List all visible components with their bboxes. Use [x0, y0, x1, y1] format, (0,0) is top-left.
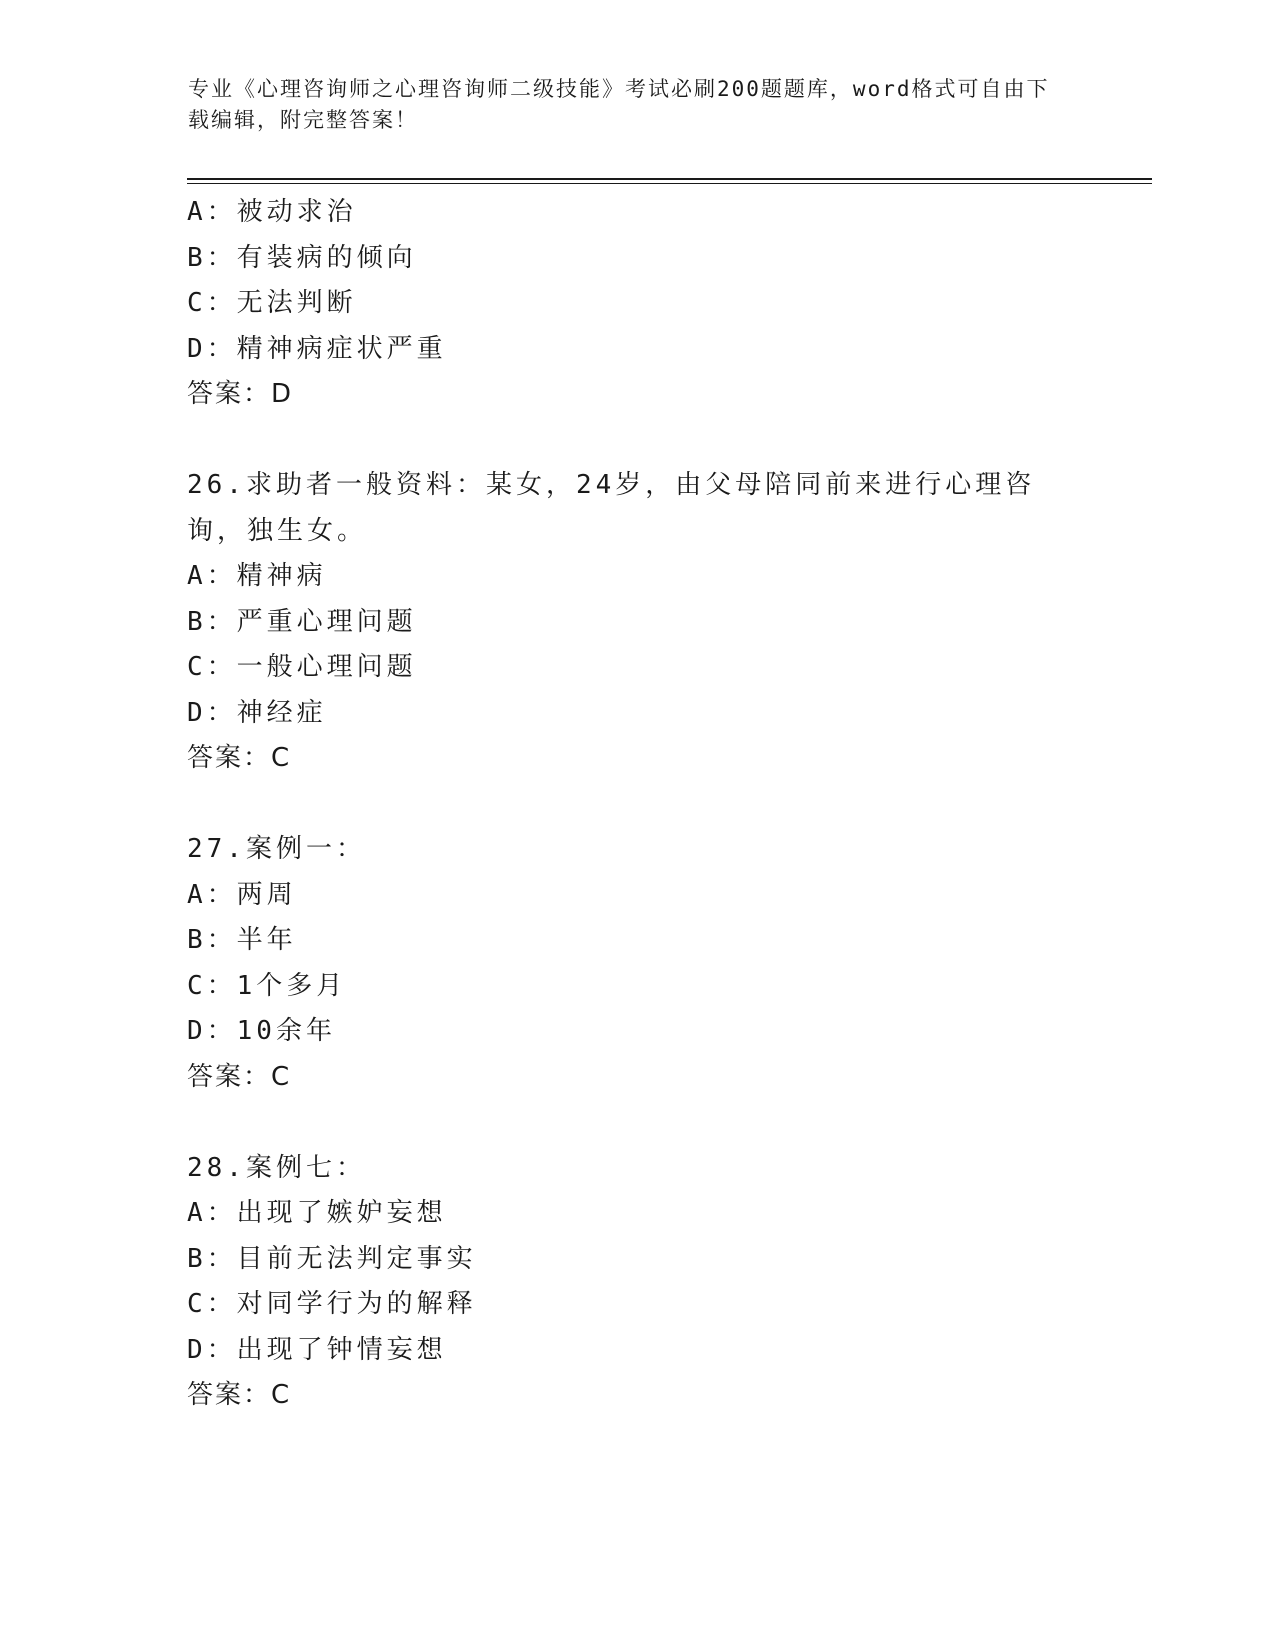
option-d: D：神经症 [187, 697, 327, 728]
answer-line: 答案：C [187, 1061, 292, 1092]
question-block [187, 463, 1087, 782]
question-stem: 28.案例七： [187, 1152, 366, 1183]
option-c: C：对同学行为的解释 [187, 1289, 477, 1319]
question-block [187, 190, 1087, 418]
option-a: A：两周 [187, 879, 297, 910]
header-divider-thick [187, 178, 1152, 180]
header-divider-thin [187, 183, 1152, 184]
option-c: C：一般心理问题 [187, 652, 417, 682]
question-block [187, 1146, 1087, 1419]
option-a: A：出现了嫉妒妄想 [187, 1198, 447, 1228]
option-b: B：有装病的倾向 [187, 242, 417, 273]
option-b: B：目前无法判定事实 [187, 1243, 477, 1274]
option-a: A：精神病 [187, 561, 327, 591]
question-list [187, 190, 1087, 1419]
document-header: 专业《心理咨询师之心理咨询师二级技能》考试必刷200题题库，word格式可自由下载编辑，附完整答案！ [188, 77, 1050, 132]
question-stem: 26.求助者一般资料：某女，24岁，由父母陪同前来进行心理咨询，独生女。 [187, 470, 1036, 546]
option-d: D：10余年 [187, 1016, 336, 1046]
option-c: C：无法判断 [187, 288, 357, 318]
answer-line: 答案：C [187, 743, 292, 773]
question-stem: 27.案例一： [187, 834, 366, 864]
option-c: C：1个多月 [187, 970, 347, 1001]
option-d: D：出现了钟情妄想 [187, 1334, 447, 1365]
answer-line: 答案：D [187, 379, 294, 409]
option-b: B：严重心理问题 [187, 606, 417, 637]
option-b: B：半年 [187, 925, 297, 955]
answer-line: 答案：C [187, 1380, 292, 1410]
option-a: A：被动求治 [187, 197, 357, 227]
option-d: D：精神病症状严重 [187, 333, 447, 364]
question-block [187, 827, 1087, 1100]
